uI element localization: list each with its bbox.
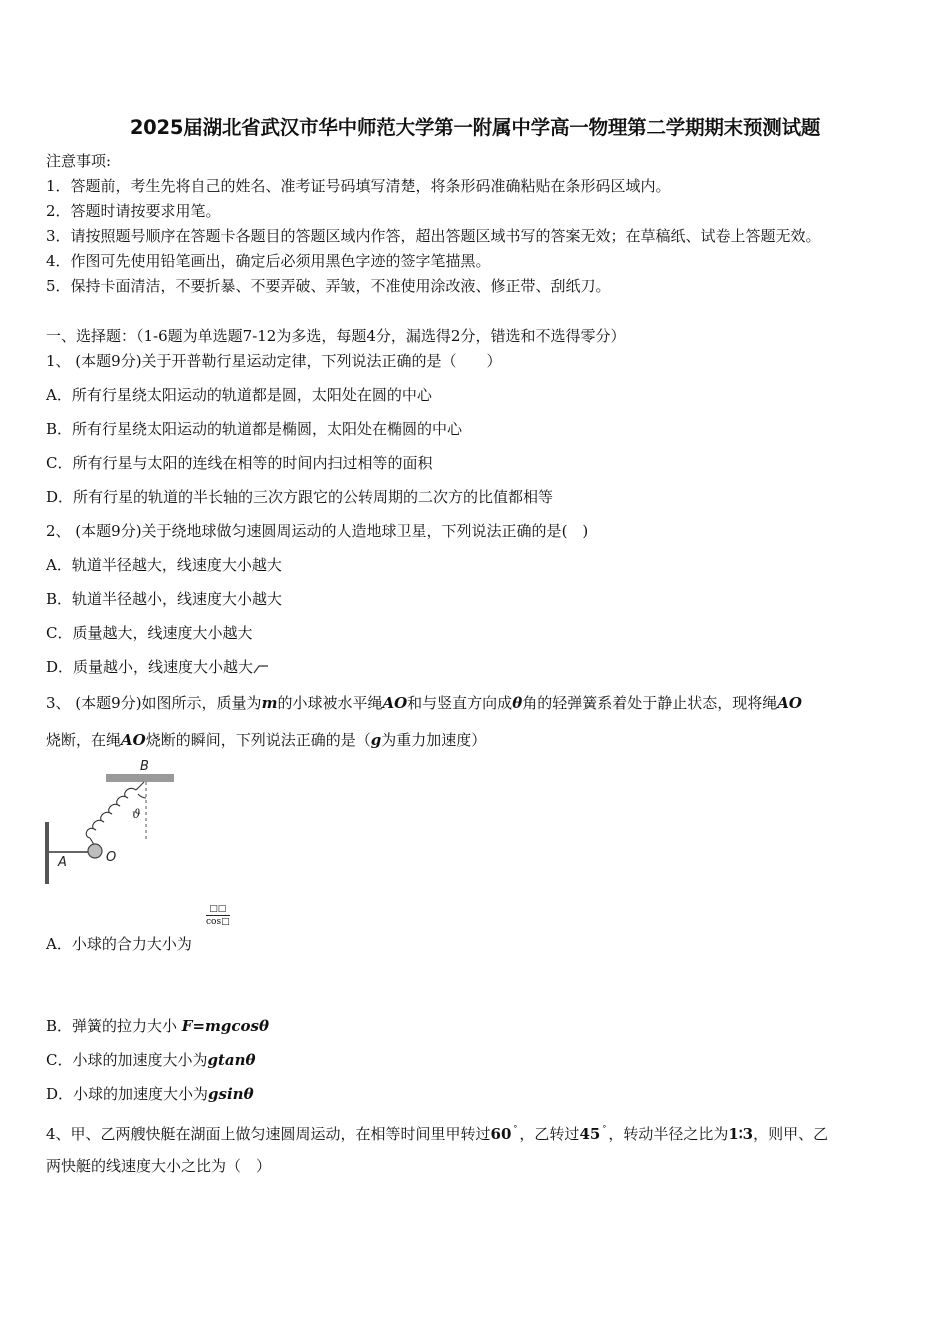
q3-option-a: A．小球的合力大小为	[46, 935, 192, 953]
notice-item-5: 5．保持卡面清洁，不要折暴、不要弄破、弄皱，不准使用涂改液、修正带、刮纸刀。	[46, 277, 611, 295]
anchor-mark-icon	[253, 662, 269, 674]
q3-stem-line1: 3、 (本题9分)如图所示，质量为m的小球被水平绳AO和与竖直方向成θ角的轻弹簧系着处于静止状态，现将绳AO	[46, 694, 802, 712]
q3-stem-line2: 烧断，在绳AO烧断的瞬间，下列说法正确的是（g为重力加速度）	[46, 731, 487, 749]
label-o: O	[106, 850, 117, 865]
label-b: B	[140, 759, 149, 774]
q2-option-d	[46, 656, 269, 678]
label-a: A	[58, 855, 67, 870]
q1-stem: 1、 (本题9分)关于开普勒行星运动定律，下列说法正确的是（ ）	[46, 352, 502, 370]
angle-arc	[138, 794, 146, 798]
ceiling-bar	[106, 774, 174, 782]
fraction-denominator: cos□	[206, 917, 230, 927]
fraction-numerator: □□	[209, 904, 227, 914]
label-theta: ϑ	[132, 807, 141, 821]
section-heading: 一、选择题：（1-6题为单选题7-12为多选，每题4分，漏选得2分，错选和不选得零分）	[46, 327, 626, 345]
q1-option-d: D．所有行星的轨道的半长轴的三次方跟它的公转周期的二次方的比值都相等	[46, 488, 554, 506]
q1-option-b: B．所有行星绕太阳运动的轨道都是椭圆，太阳处在椭圆的中心	[46, 420, 463, 438]
q2-stem: 2、 (本题9分)关于绕地球做匀速圆周运动的人造地球卫星，下列说法正确的是( )	[46, 522, 589, 540]
fraction-bar	[206, 915, 230, 916]
ball	[88, 844, 102, 858]
q3-option-b: B．弹簧的拉力大小 F=mgcosθ	[46, 1017, 269, 1035]
notice-heading: 注意事项:	[46, 152, 112, 170]
notice-item-2: 2．答题时请按要求用笔。	[46, 202, 221, 220]
fraction-expression	[206, 904, 230, 927]
q3-option-c: C．小球的加速度大小为gtanθ	[46, 1051, 256, 1069]
page-title: 2025届湖北省武汉市华中师范大学第一附属中学高一物理第二学期期末预测试题	[129, 116, 821, 139]
q2-option-b: B．轨道半径越小，线速度大小越大	[46, 590, 283, 608]
spring-ball-figure	[40, 758, 190, 888]
q1-option-a: A．所有行星绕太阳运动的轨道都是圆，太阳处在圆的中心	[46, 386, 432, 404]
q4-stem-line2: 两快艇的线速度大小之比为（ ）	[46, 1157, 272, 1175]
q3-option-d: D．小球的加速度大小为gsinθ	[46, 1085, 254, 1103]
q1-option-c: C．所有行星与太阳的连线在相等的时间内扫过相等的面积	[46, 454, 433, 472]
q4-stem-line1: 4、甲、乙两艘快艇在湖面上做匀速圆周运动，在相等时间里甲转过60 ° ，乙转过45 ° ，转动半径之比为1∶3，则甲、乙	[46, 1124, 829, 1143]
q2-option-d-text: D．质量越小，线速度大小越大	[46, 658, 254, 676]
q2-option-c: C．质量越大，线速度大小越大	[46, 624, 253, 642]
notice-item-1: 1．答题前，考生先将自己的姓名、准考证号码填写清楚，将条形码准确粘贴在条形码区域内。	[46, 177, 671, 195]
q2-option-a: A．轨道半径越大，线速度大小越大	[46, 556, 282, 574]
notice-item-4: 4．作图可先使用铅笔画出，确定后必须用黑色字迹的签字笔描黑。	[46, 252, 491, 270]
notice-item-3: 3．请按照题号顺序在答题卡各题目的答题区域内作答，超出答题区域书写的答案无效；在草稿纸、试卷上答题无效。	[46, 227, 821, 245]
wall-bar	[45, 822, 49, 884]
